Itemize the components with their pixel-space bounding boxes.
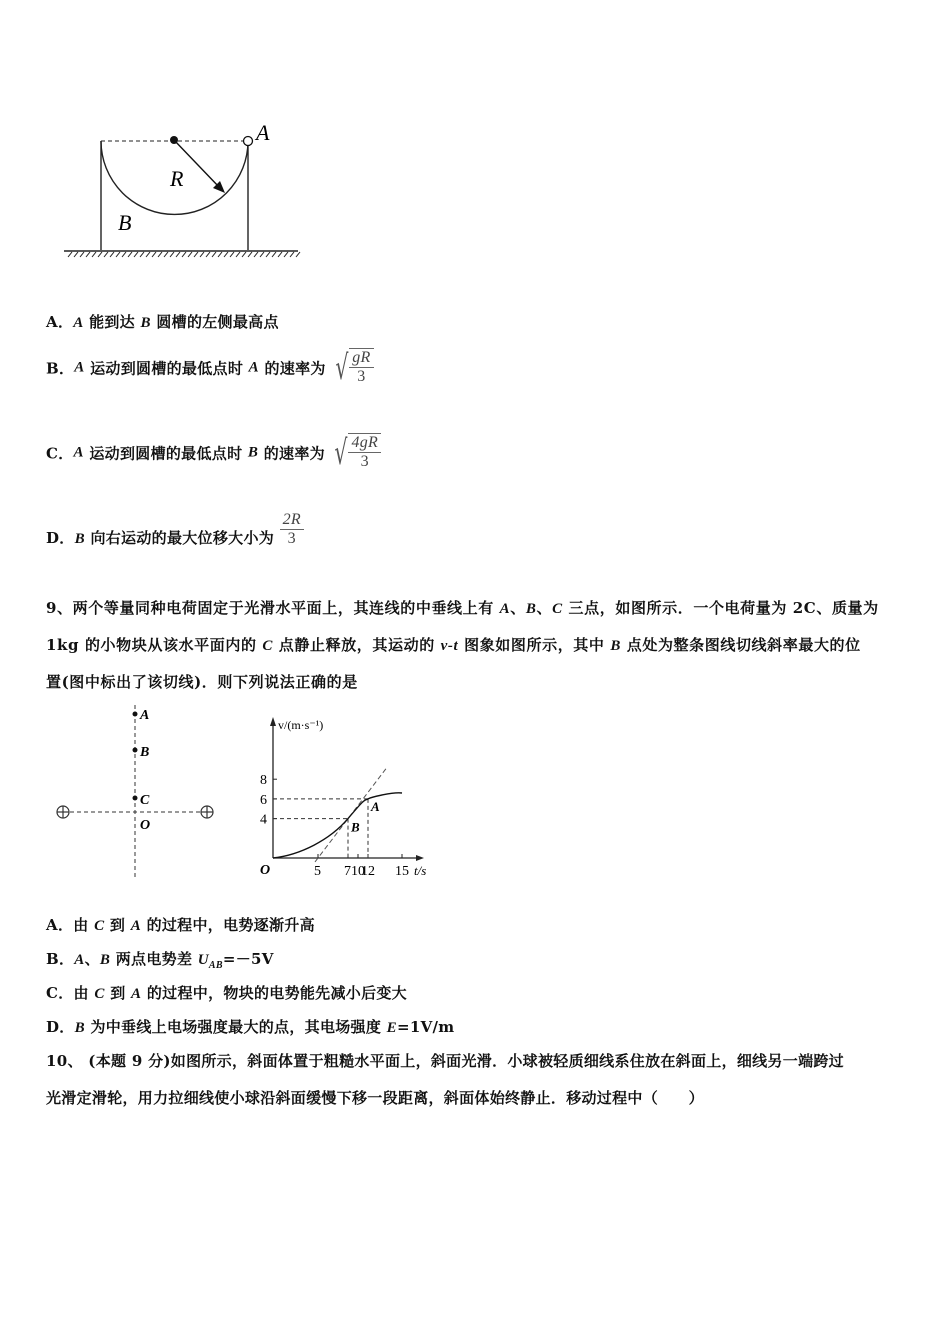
x-tick-label: 5 (314, 864, 321, 879)
q9-stem-line3: 置(图中标出了该切线)．则下列说法正确的是 (46, 673, 358, 691)
svg-text:A: A (256, 120, 270, 145)
x-tick-label: 12 (361, 864, 375, 879)
x-tick-label: 10 (351, 864, 365, 879)
y-axis-label: v/(m·s⁻¹) (278, 718, 324, 732)
q8-option-c[interactable]: C．A 运动到圆槽的最低点时 B 的速率为 √ $\frac{4gR}{3}$ (46, 429, 381, 477)
sqrt-expression: √ $\frac{4gR}{3}$ (330, 429, 381, 477)
fraction: $\frac{2R}{3}$ (280, 511, 304, 548)
svg-text:R: R (170, 166, 184, 191)
q9-stem-line2: 1kg 的小物块从该水平面内的 C 点静止释放，其运动的 v-t 图象如图所示，其中 B 点处为整条图线切线斜率最大的位 (46, 636, 861, 654)
x-axis-label: t/s (414, 863, 427, 878)
point-label-a: A (371, 798, 380, 814)
q8-option-a[interactable]: A．A 能到达 B 圆槽的左侧最高点 (46, 313, 279, 331)
q9-option-a[interactable]: A．由 C 到 A 的过程中，电势逐渐升高 (46, 916, 315, 934)
x-tick-label: 7 (344, 864, 351, 879)
svg-text:A: A (140, 708, 150, 723)
vt-curve (273, 793, 402, 858)
vt-chart (0, 0, 450, 890)
q8-option-d[interactable]: D．B 向右运动的最大位移大小为 $\frac{2R}{3}$ (46, 511, 304, 548)
point-label-b: B (351, 819, 360, 835)
svg-text:B: B (140, 745, 150, 760)
q9-option-b[interactable]: B．A、B 两点电势差 $U_{AB}=-5V$ (46, 950, 274, 971)
svg-text:C: C (140, 793, 150, 808)
q9-option-d[interactable]: D．B 为中垂线上电场强度最大的点，其电场强度 E=1V/m (46, 1018, 455, 1036)
sqrt-expression: √ $\frac{gR}{3}$ (331, 344, 373, 392)
svg-text:O: O (140, 818, 151, 833)
svg-text:B: B (118, 210, 132, 235)
q10-stem-line1: 10、 (本题 9 分)如图所示，斜面体置于粗糙水平面上，斜面光滑．小球被轻质细线系住放在斜面上，细线另一端跨过 (46, 1052, 844, 1070)
y-tick-label: 4 (260, 812, 267, 828)
q9-stem-line1: 9、两个等量同种电荷固定于光滑水平面上，其连线的中垂线上有 A、B、C 三点，如图所示．一个电荷量为 2C、质量为 (46, 599, 879, 617)
q8-option-b[interactable]: B．A 运动到圆槽的最低点时 A 的速率为 √ $\frac{gR}{3}$ (46, 344, 374, 392)
q9-option-c[interactable]: C．由 C 到 A 的过程中，物块的电势能先减小后变大 (46, 984, 407, 1002)
y-tick-label: 6 (260, 792, 267, 808)
q10-stem-line2: 光滑定滑轮，用力拉细线使小球沿斜面缓慢下移一段距离，斜面体始终静止．移动过程中（ ） (46, 1089, 704, 1107)
y-tick-label: 8 (260, 773, 267, 789)
x-tick-label: 15 (395, 864, 409, 879)
origin-label: O (260, 863, 271, 878)
